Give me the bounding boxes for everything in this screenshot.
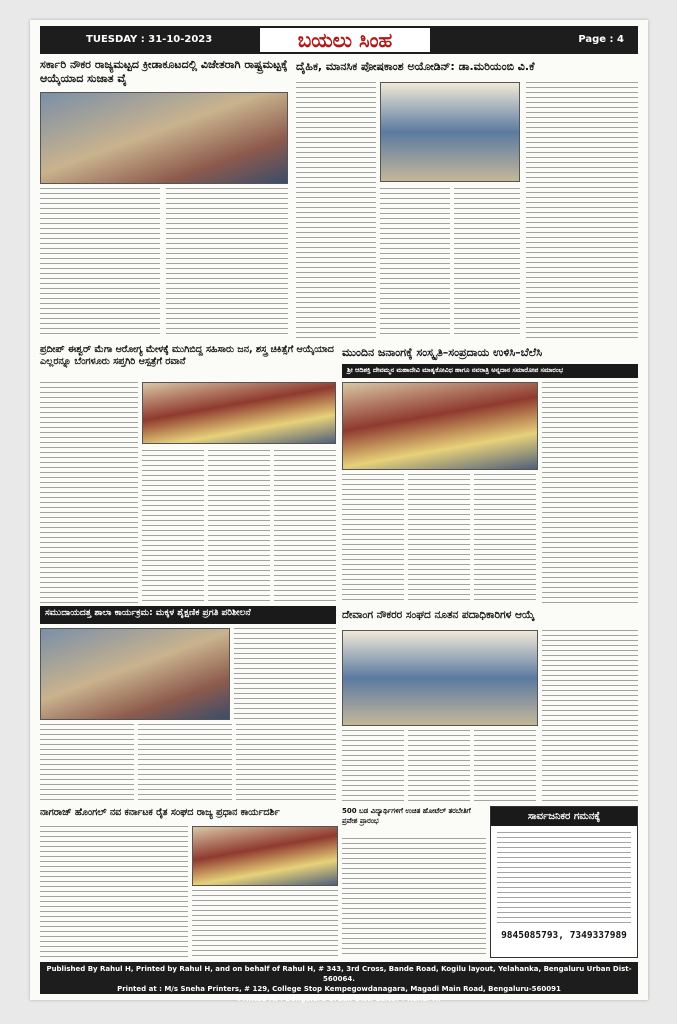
article-6-photo xyxy=(342,630,538,726)
article-4-body-col4 xyxy=(542,382,638,604)
article-6-headline: ದೇವಾಂಗ ನೌಕರರ ಸಂಘದ ನೂತನ ಪದಾಧಿಕಾರಿಗಳ ಆಯ್ಕೆ xyxy=(342,609,535,621)
article-7-headline: ನಾಗರಾಜ್ ಹೊಂಗಲ್ ನವ ಕರ್ನಾಟಕ ರೈತ ಸಂಘದ ರಾಜ್ಯ ಪ್ರಧಾನ ಕಾರ್ಯದರ್ಶಿ xyxy=(40,807,280,818)
footer-line-2: Printed at : M/s Sneha Printers, # 129, College Stop Kempegowdanagara, Magadi Main Road, Bengaluru-560091 xyxy=(117,985,561,993)
article-7-photo xyxy=(192,826,338,886)
article-2-body-col4 xyxy=(526,82,638,338)
article-3-body-col1 xyxy=(40,382,138,604)
footer-line-1: Published By Rahul H, Printed by Rahul H, and on behalf of Rahul H, # 343, 3rd Cross, Bande Road, Kogilu layout, Yelahanka, Bengaluru Urban Dist-560064. xyxy=(46,965,632,983)
article-1-photo xyxy=(40,92,288,184)
masthead xyxy=(40,26,638,54)
article-4-body-col2 xyxy=(408,474,470,604)
public-notice-phones: 9845085793, 7349337989 xyxy=(501,930,627,941)
newspaper-title: ಬಯಲು ಸಿಂಹ xyxy=(260,28,430,52)
article-3-body-col4 xyxy=(274,450,336,604)
article-1-body-col2 xyxy=(166,188,288,338)
article-8-body xyxy=(342,838,486,958)
article-3-headline: ಪ್ರದೀಪ್ ಈಶ್ವರ್ ಮೆಗಾ ಆರೋಗ್ಯ ಮೇಳಕ್ಕೆ ಮುಗಿಬಿದ್ದ ಸಹಿಸಾರು ಜನ, ಶಸ್ತ್ರ ಚಿಕಿತ್ಸೆಗೆ ಆಯ್ಕೆಯಾದ ಎಲ್ಲರನ್ನೂ ಬೆಂಗಳೂರು ಸಪ್ತಗಿರಿ ಆಸ್ಪತ್ರೆಗೆ ರವಾನೆ xyxy=(40,344,334,367)
article-4-headline: ಮುಂದಿನ ಜನಾಂಗಕ್ಕೆ ಸಂಸ್ಕೃತಿ–ಸಂಪ್ರದಾಯ ಉಳಿಸಿ–ಬೆಲೆಸಿ xyxy=(342,346,543,359)
article-7-body-col2 xyxy=(192,890,338,958)
article-5-body-col3 xyxy=(234,628,336,720)
public-notice-body xyxy=(497,832,631,924)
newspaper-page xyxy=(30,20,648,1003)
article-4-body-col1 xyxy=(342,474,404,604)
public-notice-ad xyxy=(490,806,638,958)
footer-line-3: Printed At : Bengaluru Urban Dist. Editor : Rahul H. xyxy=(237,995,441,1003)
article-5-headline: ಸಮುದಾಯದತ್ತ ಶಾಲಾ ಕಾರ್ಯಕ್ರಮ: ಮಕ್ಕಳ ಶೈಕ್ಷಣಿಕ ಪ್ರಗತಿ ಪರಿಶೀಲನೆ xyxy=(40,606,336,624)
article-6-body-col3 xyxy=(474,730,536,804)
article-3-body-col2 xyxy=(142,450,204,604)
article-3-body-col3 xyxy=(208,450,270,604)
article-2-photo xyxy=(380,82,520,182)
article-6-body-col4 xyxy=(542,630,638,804)
article-3-photo xyxy=(142,382,336,444)
public-notice-title: ಸಾರ್ವಜನಿಕರ ಗಮನಕ್ಕೆ xyxy=(491,807,637,826)
article-2-body-col1 xyxy=(296,82,376,338)
article-2-body-col3 xyxy=(454,188,520,338)
article-2-headline: ದೈಹಿಕ, ಮಾನಸಿಕ ಪೋಷಕಾಂಶ ಅಯೋಡಿನ್: ಡಾ.ಮರಿಯಂಬಿ ವಿ.ಕೆ xyxy=(296,60,535,73)
article-5-body-col1 xyxy=(40,724,134,804)
article-6-body-col2 xyxy=(408,730,470,804)
article-4-subhead: ಶ್ರೀ ಆದಿಶಕ್ತಿ ದೇವಮ್ಮನ ಮಹಾದೇವಿ ಮಾತೃಕೋವಿಧ ಹಾಗೂ ನವರಾತ್ರಿ ಅನ್ನದಾನ ಸಮಾರೋಪ ಸಮಾರಂಭ xyxy=(342,364,638,378)
footer-imprint xyxy=(40,962,638,1003)
article-7-body-col1 xyxy=(40,826,188,958)
article-5-photo xyxy=(40,628,230,720)
article-4-body-col3 xyxy=(474,474,536,604)
issue-date: TUESDAY : 31-10-2023 xyxy=(86,34,213,45)
article-5-body-col4 xyxy=(236,724,336,804)
article-1-headline: ಸರ್ಕಾರಿ ನೌಕರ ರಾಜ್ಯಮಟ್ಟದ ಕ್ರೀಡಾಕೂಟದಲ್ಲಿ ವಿಜೇತರಾಗಿ ರಾಷ್ಟ್ರಮಟ್ಟಕ್ಕೆ ಆಯ್ಕೆಯಾದ ಸುಜಾತ ವೈ xyxy=(40,58,288,85)
article-6-body-col1 xyxy=(342,730,404,804)
article-8-headline: 500 ಬಡ ವಿದ್ಯಾರ್ಥಿಗಳಿಗೆ ಉಚಿತ ಹೋಟೆಲ್ ತರಬೇತಿಗೆ ಪ್ರವೇಶ ಪ್ರಾರಂಭ xyxy=(342,807,471,825)
page-number: Page : 4 xyxy=(578,34,624,45)
article-2-body-col2 xyxy=(380,188,450,338)
article-1-body-col1 xyxy=(40,188,160,338)
article-5-body-col2 xyxy=(138,724,232,804)
article-4-photo xyxy=(342,382,538,470)
